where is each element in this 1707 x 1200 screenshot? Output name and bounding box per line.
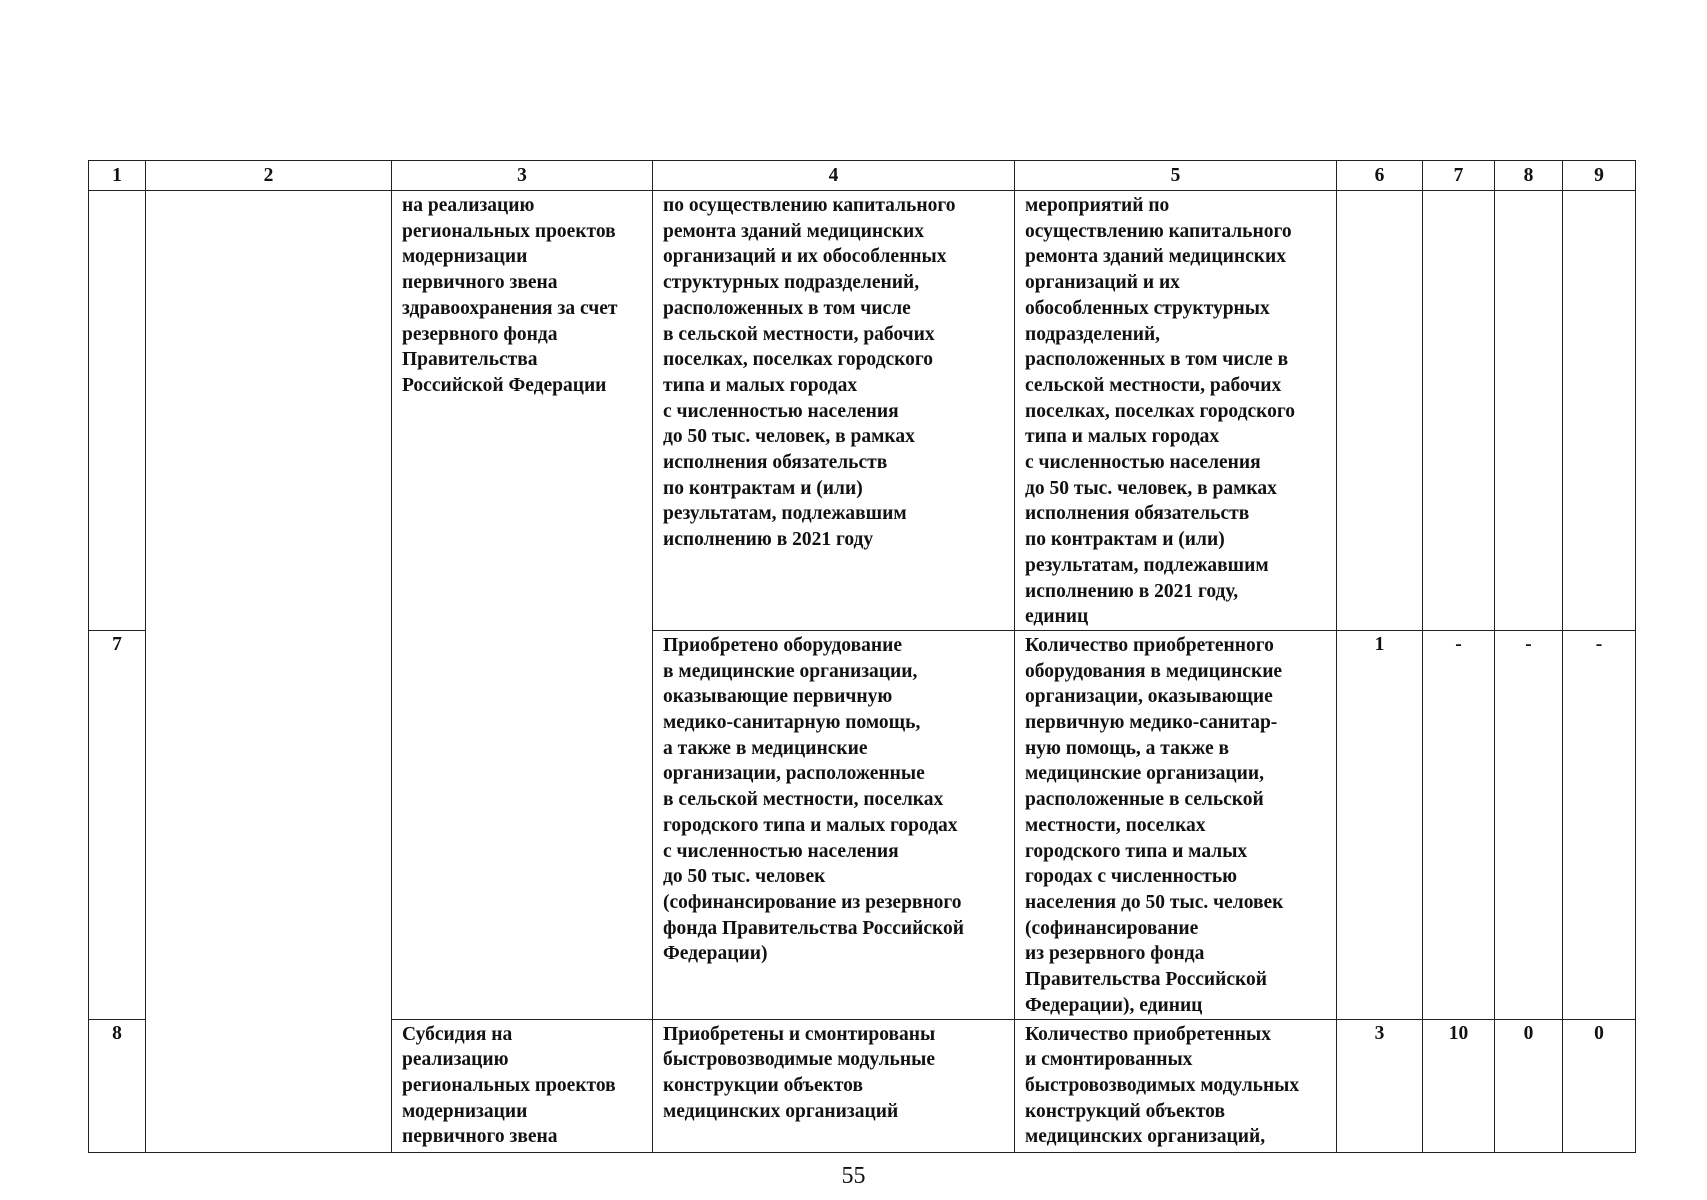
row-number-cell	[89, 191, 146, 631]
header-cell-2: 2	[146, 161, 392, 191]
value-cell-9: -	[1563, 630, 1636, 1019]
value-cell-6	[1337, 191, 1423, 631]
indicators-table	[88, 160, 1636, 1153]
indicator-cell: Количество приобретенных и смонтированных быстровозводимых модульных конструкций объектов медицинских организаций,	[1015, 1019, 1337, 1152]
header-cell-7: 7	[1423, 161, 1495, 191]
subsidy-name-cell: Субсидия на реализацию региональных проектов модернизации первичного звена	[392, 1019, 653, 1152]
indicator-cell: Количество приобретенного оборудования в медицинские организации, оказывающие первичную медико-санитар- ную помощь, а также в медицинские организации, расположенные в сельской местности, поселках городского типа и малых городах с численностью населения до 50 тыс. человек (софинансирование из резервного фонда Правительства Российской Федерации), единиц	[1015, 630, 1337, 1019]
header-cell-4: 4	[653, 161, 1015, 191]
subsidy-name-cell: на реализацию региональных проектов модернизации первичного звена здравоохранения за счет резервного фонда Правительства Российской Федерации	[392, 191, 653, 1020]
table-header-row	[89, 161, 1636, 191]
merged-column-2-cell	[146, 191, 392, 1153]
value-cell-9: 0	[1563, 1019, 1636, 1152]
header-cell-6: 6	[1337, 161, 1423, 191]
row-number-cell: 7	[89, 630, 146, 1019]
page-number: 55	[841, 1163, 866, 1189]
result-cell: по осуществлению капитального ремонта зданий медицинских организаций и их обособленных структурных подразделений, расположенных в том числе в сельской местности, рабочих поселках, поселках городского типа и малых городах с численностью населения до 50 тыс. человек, в рамках исполнения обязательств по контрактам и (или) результатам, подлежавшим исполнению в 2021 году	[653, 191, 1015, 631]
value-cell-8: -	[1495, 630, 1563, 1019]
header-cell-1: 1	[89, 161, 146, 191]
header-cell-8: 8	[1495, 161, 1563, 191]
header-cell-5: 5	[1015, 161, 1337, 191]
result-cell: Приобретены и смонтированы быстровозводимые модульные конструкции объектов медицинских организаций	[653, 1019, 1015, 1152]
value-cell-7: -	[1423, 630, 1495, 1019]
table-row	[89, 191, 1636, 631]
header-cell-3: 3	[392, 161, 653, 191]
result-cell: Приобретено оборудование в медицинские организации, оказывающие первичную медико-санитарную помощь, а также в медицинские организации, расположенные в сельской местности, поселках городского типа и малых городах с численностью населения до 50 тыс. человек (софинансирование из резервного фонда Правительства Российской Федерации)	[653, 630, 1015, 1019]
header-cell-9: 9	[1563, 161, 1636, 191]
value-cell-8: 0	[1495, 1019, 1563, 1152]
indicator-cell: мероприятий по осуществлению капитального ремонта зданий медицинских организаций и их обособленных структурных подразделений, расположенных в том числе в сельской местности, рабочих поселках, поселках городского типа и малых городах с численностью населения до 50 тыс. человек, в рамках исполнения обязательств по контрактам и (или) результатам, подлежавшим исполнению в 2021 году, единиц	[1015, 191, 1337, 631]
value-cell-7	[1423, 191, 1495, 631]
row-number-cell: 8	[89, 1019, 146, 1152]
value-cell-9	[1563, 191, 1636, 631]
value-cell-7: 10	[1423, 1019, 1495, 1152]
value-cell-8	[1495, 191, 1563, 631]
value-cell-6: 3	[1337, 1019, 1423, 1152]
value-cell-6: 1	[1337, 630, 1423, 1019]
